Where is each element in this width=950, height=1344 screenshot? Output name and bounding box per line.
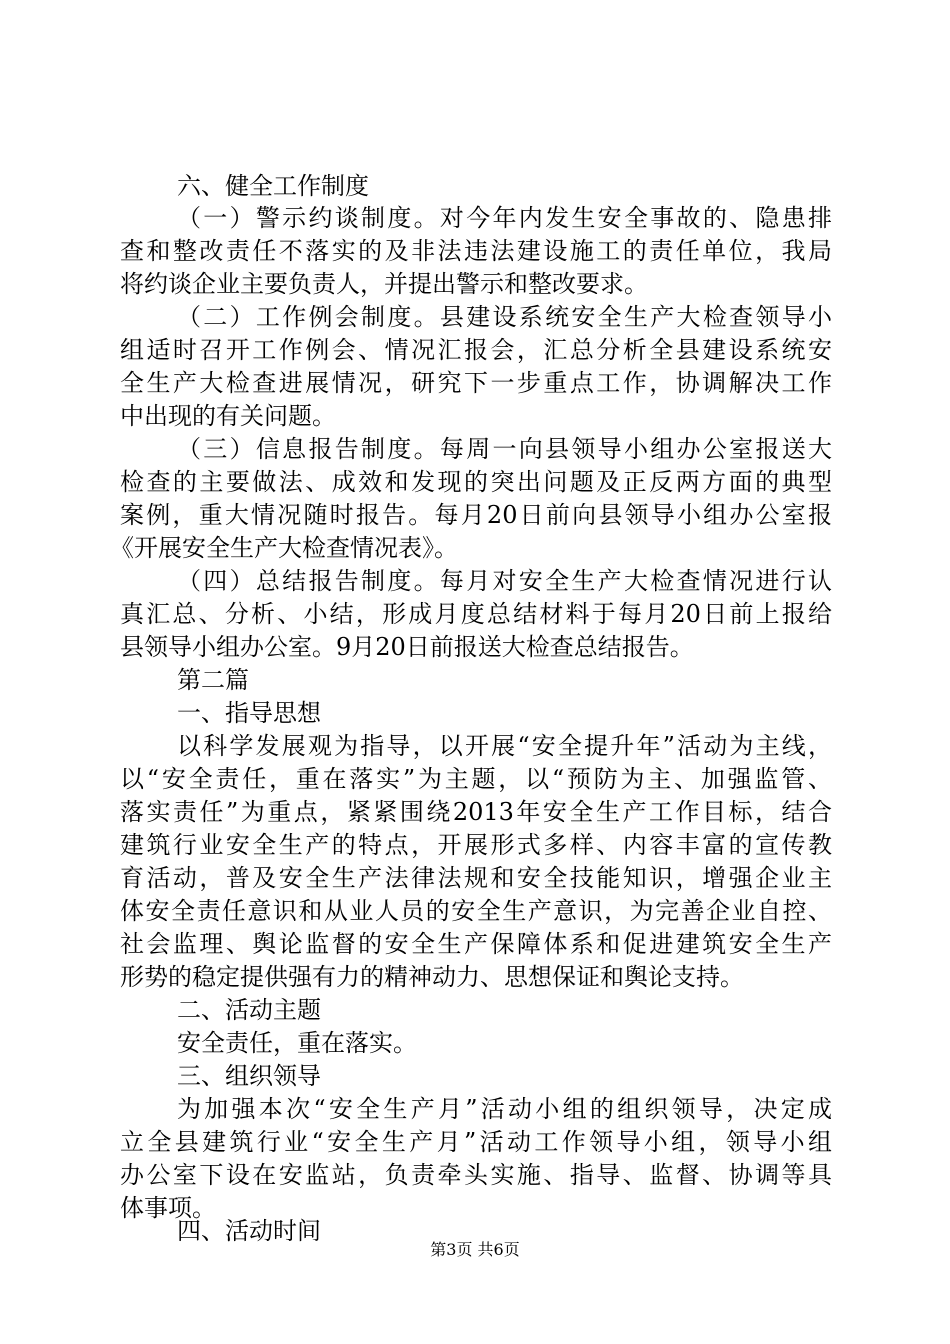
- section-heading: 六、健全工作制度: [177, 172, 369, 200]
- paragraph-line: 《开展安全生产大检查情况表》。: [110, 534, 458, 562]
- section-heading: 三、组织领导: [177, 1062, 321, 1090]
- paragraph-line: 建筑行业安全生产的特点，开展形式多样、内容丰富的宣传教: [120, 831, 832, 859]
- paragraph-line: 育活动，普及安全生产法律法规和安全技能知识，增强企业主: [120, 864, 832, 892]
- paragraph-line: 体安全责任意识和从业人员的安全生产意识，为完善企业自控、: [120, 897, 832, 925]
- paragraph-line: 中出现的有关问题。: [120, 402, 336, 430]
- paragraph-line: 以“安全责任，重在落实”为主题，以“预防为主、加强监管、: [120, 765, 832, 793]
- paragraph-line: 全生产大检查进展情况，研究下一步重点工作，协调解决工作: [120, 369, 832, 397]
- part-heading: 第二篇: [177, 666, 249, 694]
- paragraph-line: 安全责任，重在落实。: [177, 1029, 417, 1057]
- page-number-footer: 第3页 共6页: [430, 1240, 520, 1259]
- paragraph-line: 真汇总、分析、小结，形成月度总结材料于每月20日前上报给: [120, 600, 832, 628]
- paragraph-line: 案例，重大情况随时报告。每月20日前向县领导小组办公室报: [120, 501, 832, 529]
- paragraph-line: 办公室下设在安监站，负责牵头实施、指导、监督、协调等具: [120, 1161, 832, 1189]
- section-heading: 一、指导思想: [177, 699, 321, 727]
- paragraph-line: 查和整改责任不落实的及非法违法建设施工的责任单位，我局: [120, 237, 832, 265]
- paragraph-line: （一）警示约谈制度。对今年内发生安全事故的、隐患排: [177, 204, 832, 232]
- paragraph-line: 立全县建筑行业“安全生产月”活动工作领导小组，领导小组: [120, 1128, 832, 1156]
- paragraph-line: 将约谈企业主要负责人，并提出警示和整改要求。: [120, 270, 648, 298]
- paragraph-line: 落实责任”为重点，紧紧围绕2013年安全生产工作目标，结合: [120, 798, 832, 826]
- section-heading: 四、活动时间: [177, 1217, 321, 1245]
- paragraph-line: 县领导小组办公室。9月20日前报送大检查总结报告。: [120, 633, 694, 661]
- paragraph-line: （二）工作例会制度。县建设系统安全生产大检查领导小: [177, 303, 832, 331]
- paragraph-line: 形势的稳定提供强有力的精神动力、思想保证和舆论支持。: [120, 963, 744, 991]
- paragraph-line: 体事项。: [120, 1194, 216, 1222]
- paragraph-line: （三）信息报告制度。每周一向县领导小组办公室报送大: [177, 435, 832, 463]
- paragraph-line: 为加强本次“安全生产月”活动小组的组织领导，决定成: [177, 1095, 832, 1123]
- paragraph-line: 检查的主要做法、成效和发现的突出问题及正反两方面的典型: [120, 468, 832, 496]
- paragraph-line: 社会监理、舆论监督的安全生产保障体系和促进建筑安全生产: [120, 930, 832, 958]
- paragraph-line: （四）总结报告制度。每月对安全生产大检查情况进行认: [177, 567, 832, 595]
- paragraph-line: 以科学发展观为指导，以开展“安全提升年”活动为主线，: [177, 732, 832, 760]
- paragraph-line: 组适时召开工作例会、情况汇报会，汇总分析全县建设系统安: [120, 336, 832, 364]
- section-heading: 二、活动主题: [177, 996, 321, 1024]
